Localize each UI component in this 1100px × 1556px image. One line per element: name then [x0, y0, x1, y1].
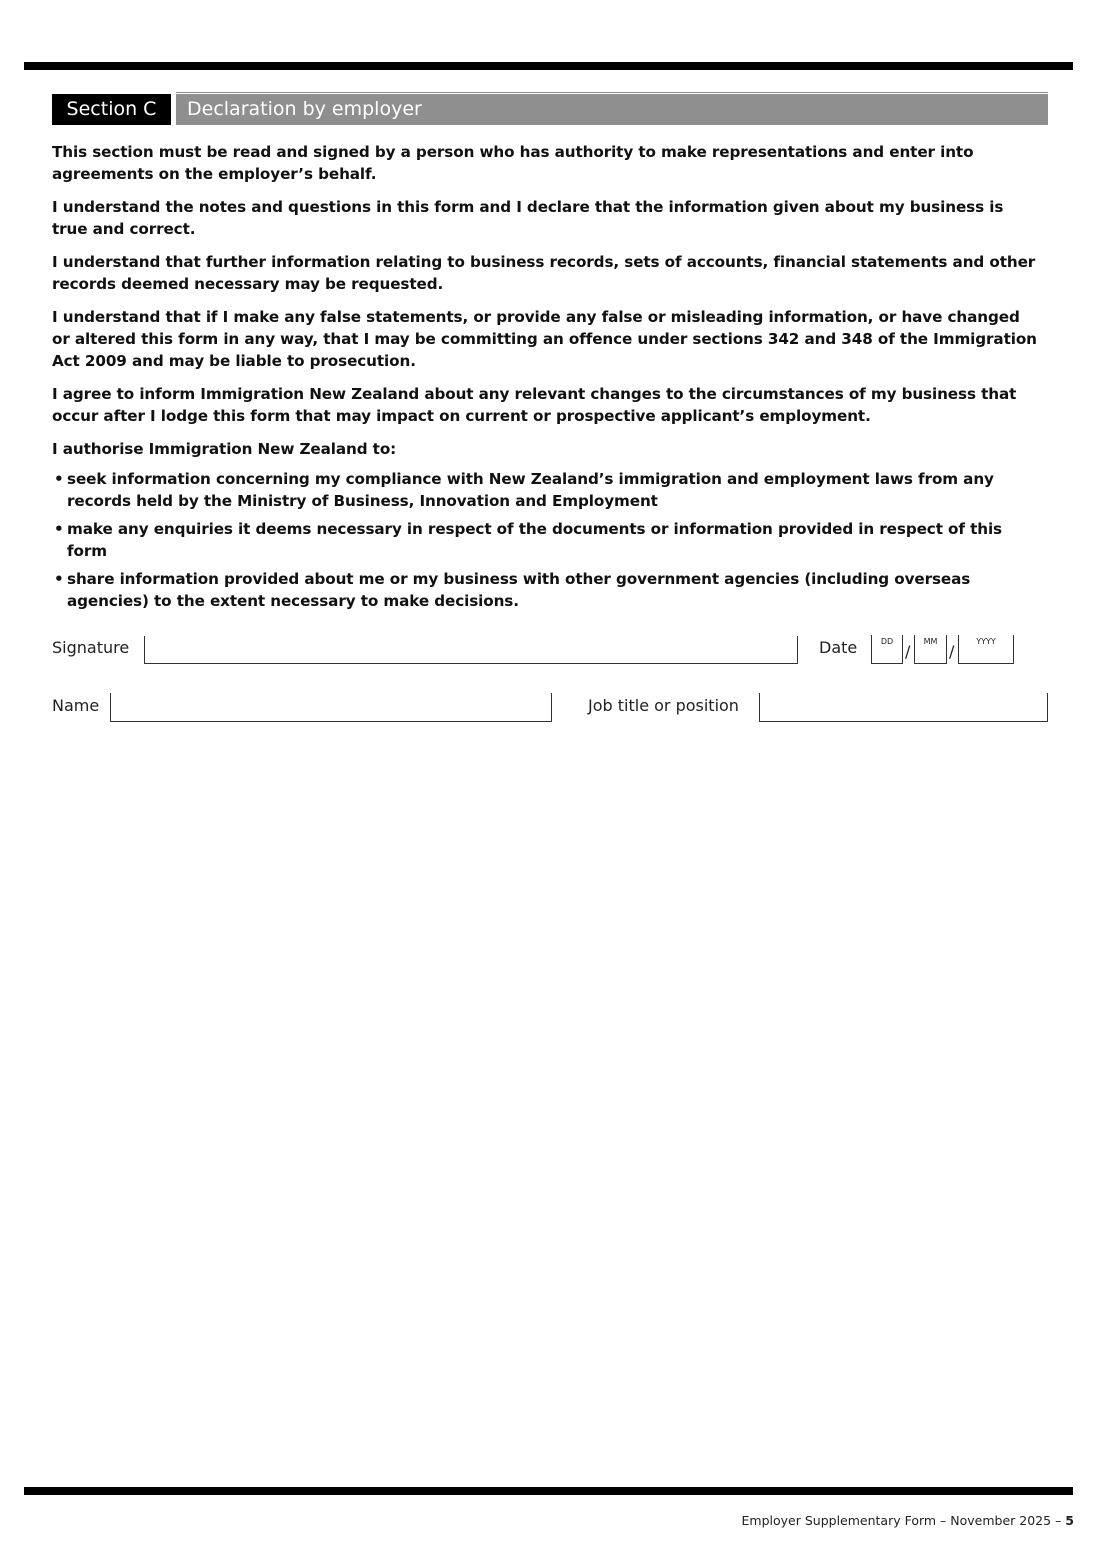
declaration-text	[52, 141, 1037, 618]
job-title-field[interactable]	[759, 693, 1048, 722]
top-rule	[24, 62, 1073, 70]
date-separator: /	[905, 642, 911, 661]
section-label: Section C	[52, 94, 171, 125]
name-field[interactable]	[110, 693, 552, 722]
authorise-list	[52, 468, 1037, 612]
section-header	[52, 92, 1048, 125]
declaration-paragraph: This section must be read and signed by a person who has authority to make representations and enter into agreements on the employer’s behalf.	[52, 143, 974, 183]
date-month-hint: MM	[923, 637, 938, 646]
authorise-list-item	[52, 468, 1037, 512]
declaration-paragraph: I understand that if I make any false statements, or provide any false or misleading information, or have changed or altered this form in any way, that I may be committing an offence under sections 342 and 348 of the Immigration Act 2009 and may be liable to prosecution.	[52, 308, 1037, 370]
declaration-paragraph: I understand that further information relating to business records, sets of accounts, financial statements and other records deemed necessary may be requested.	[52, 253, 1036, 293]
date-day-hint: DD	[880, 637, 894, 646]
authorise-list-item	[52, 568, 1037, 612]
page-number: 5	[1065, 1513, 1074, 1528]
authorise-lead: I authorise Immigration New Zealand to:	[52, 440, 397, 458]
bottom-rule	[24, 1487, 1073, 1495]
date-year-field[interactable]	[958, 635, 1014, 664]
bullet-icon: •	[54, 470, 64, 488]
declaration-paragraph: I understand the notes and questions in this form and I declare that the information given about my business is true and correct.	[52, 198, 1004, 238]
section-title: Declaration by employer	[176, 94, 1048, 125]
date-year-hint: YYYY	[976, 637, 996, 646]
date-separator: /	[949, 642, 955, 661]
name-label: Name	[52, 696, 100, 715]
authorise-list-item	[52, 518, 1037, 562]
section-header-line	[176, 92, 1048, 93]
page-footer	[742, 1513, 1074, 1529]
authorise-item-text: share information provided about me or my business with other government agencies (including overseas agencies) to the extent necessary to make decisions.	[67, 570, 971, 610]
bullet-icon: •	[54, 520, 64, 538]
date-label: Date	[819, 638, 858, 657]
authorise-item-text: make any enquiries it deems necessary in respect of the documents or information provided in respect of this form	[67, 520, 1002, 560]
date-day-field[interactable]	[871, 635, 903, 664]
declaration-paragraph: I agree to inform Immigration New Zealand about any relevant changes to the circumstances of my business that occur after I lodge this form that may impact on current or prospective applicant’s employment.	[52, 385, 1017, 425]
signature-label: Signature	[52, 638, 130, 657]
date-month-field[interactable]	[914, 635, 947, 664]
signature-field[interactable]	[144, 636, 798, 664]
bullet-icon: •	[54, 570, 64, 588]
job-title-label: Job title or position	[588, 696, 739, 715]
authorise-item-text: seek information concerning my compliance with New Zealand’s immigration and employment laws from any records held by the Ministry of Business, Innovation and Employment	[67, 470, 994, 510]
footer-text: Employer Supplementary Form – November 2025 –	[741, 1513, 1066, 1528]
